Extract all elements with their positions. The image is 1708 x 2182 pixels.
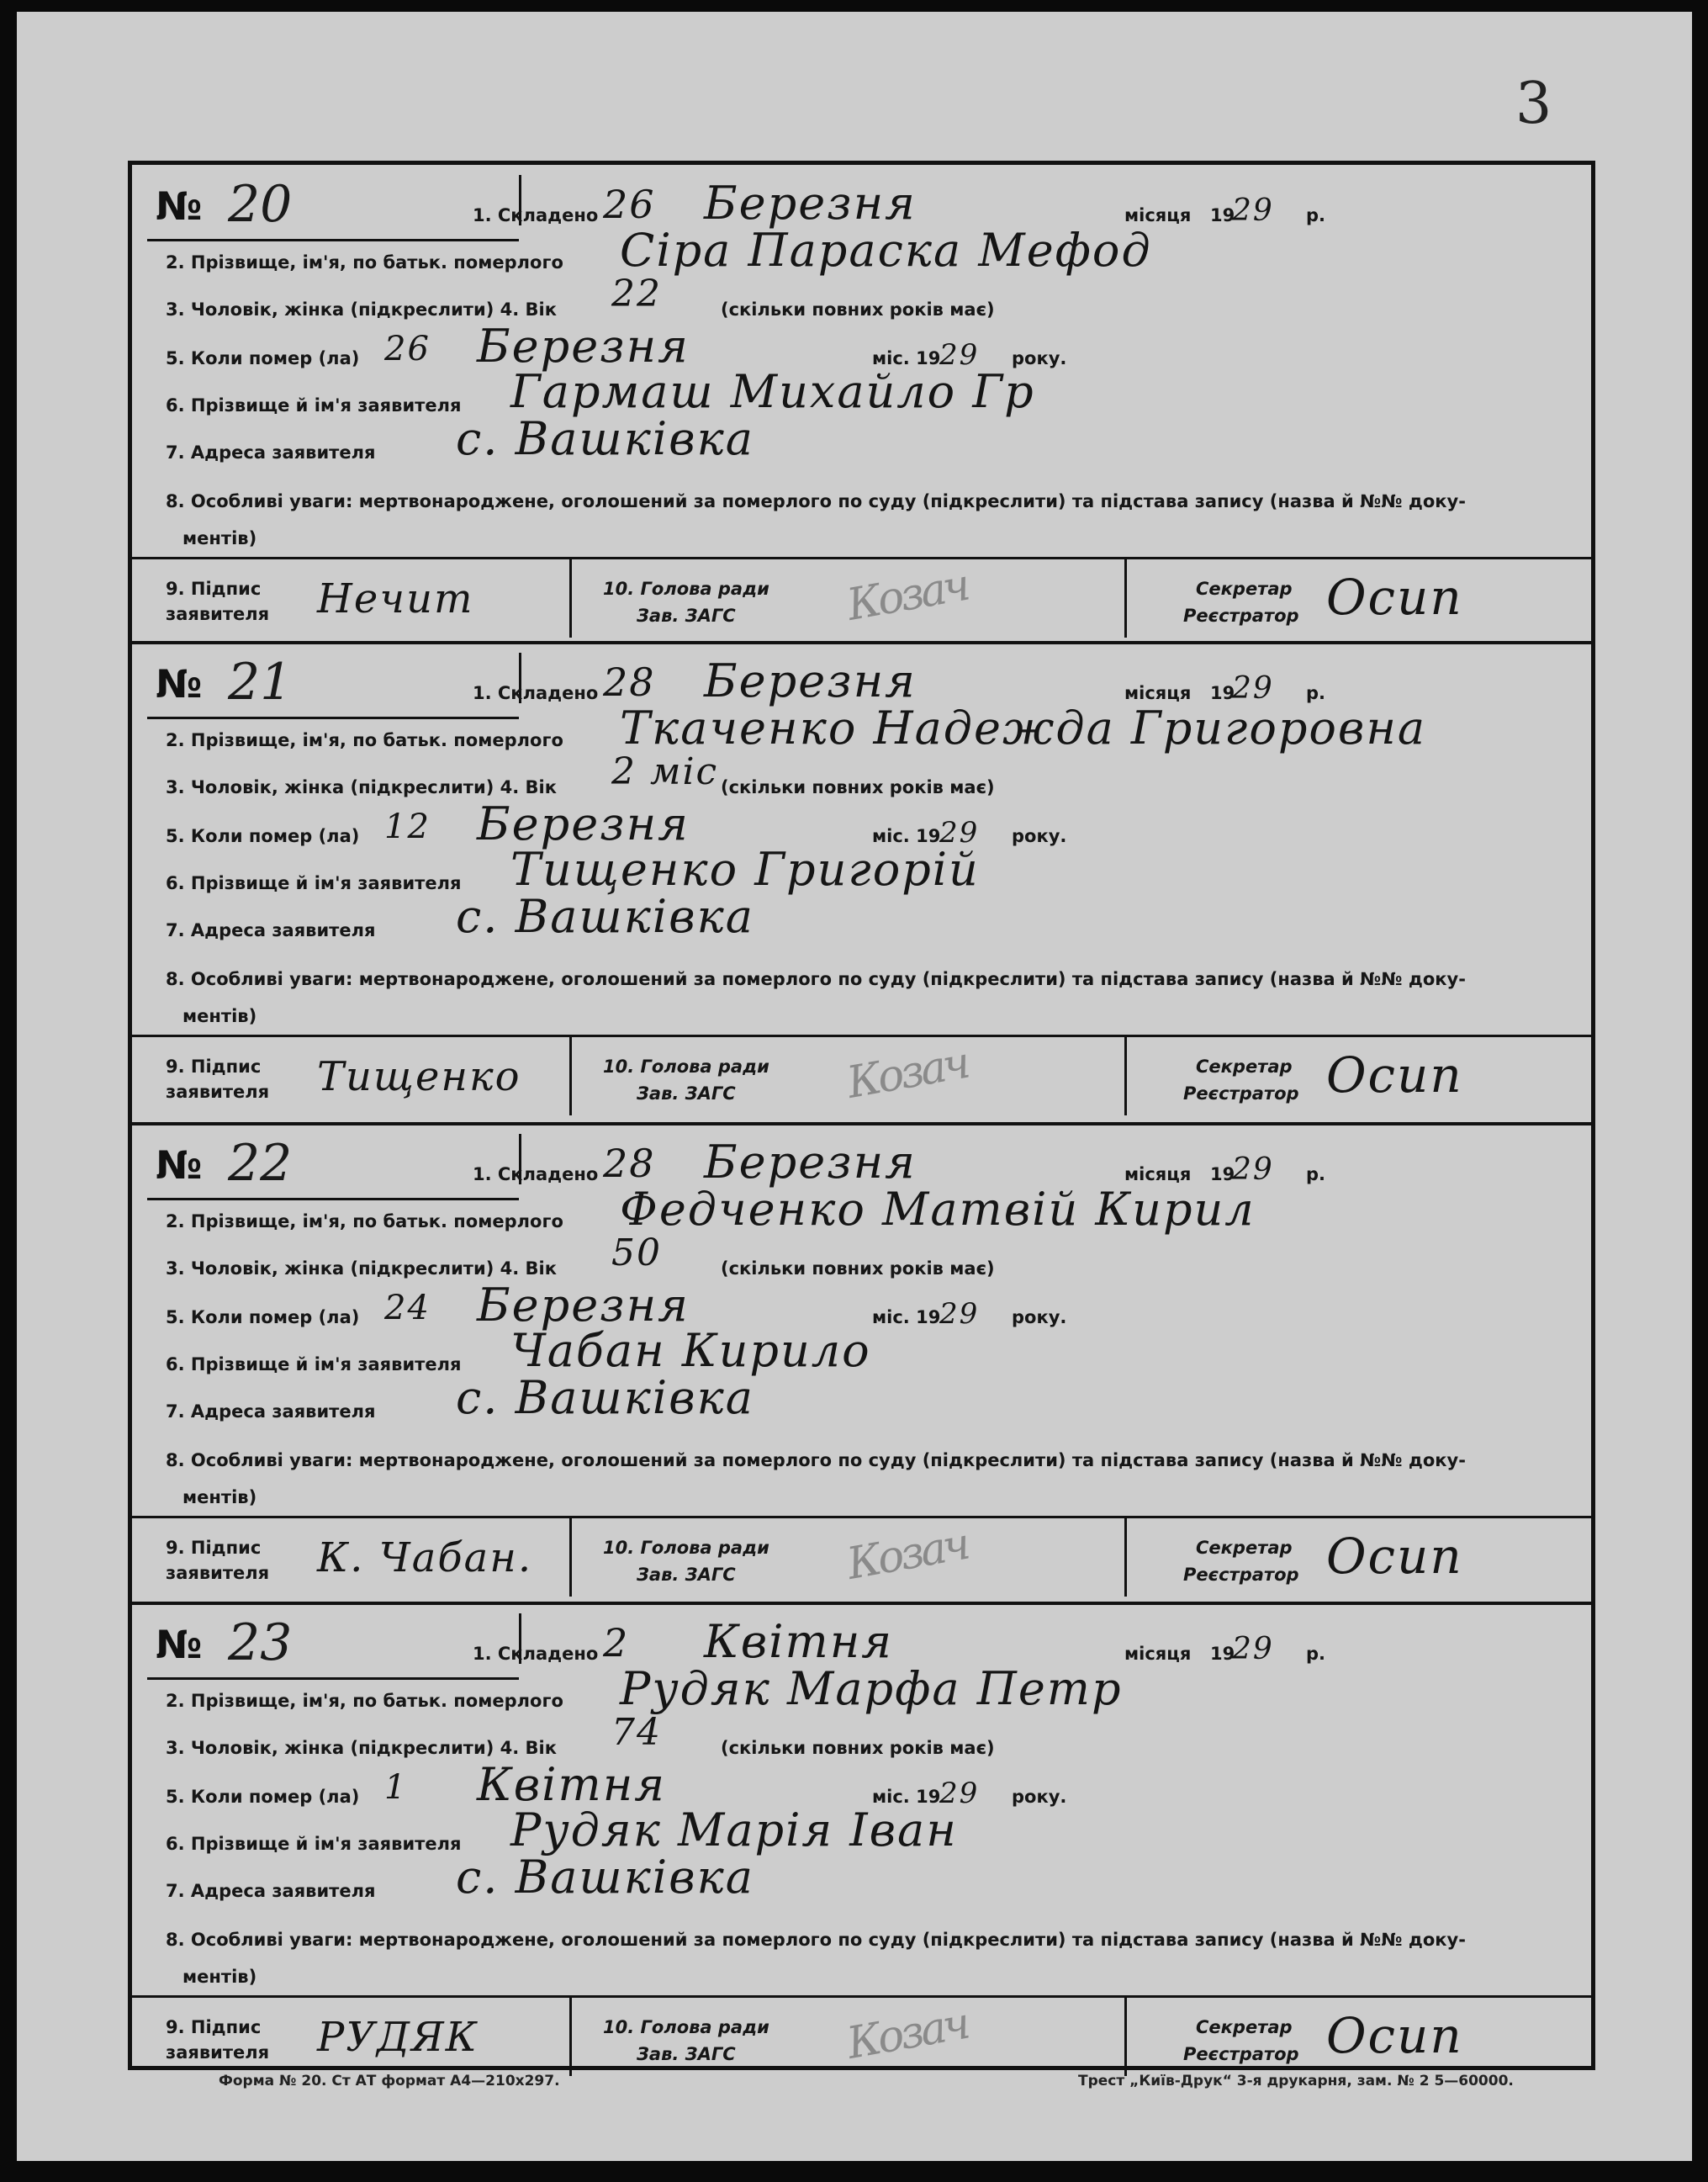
applicant-address: с. Вашківка xyxy=(456,890,754,943)
record-number-box xyxy=(147,1613,526,1676)
applicant-signature-label: 9. Підпис xyxy=(166,1538,262,1558)
year-prefix: 19 xyxy=(1210,683,1235,703)
compiled-label: 1. Складено xyxy=(473,205,599,225)
year-suffix: р. xyxy=(1306,1164,1326,1184)
applicant-name-label: 6. Прізвище й ім'я заявителя xyxy=(166,395,462,416)
year-suffix: р. xyxy=(1306,205,1326,225)
record-number-sign: № xyxy=(156,1622,203,1667)
age-note: (скільки повних років має) xyxy=(721,1258,995,1279)
registrar-signature: Осип xyxy=(1326,2007,1463,2064)
special-notes-label: 8. Особливі уваги: мертвонароджене, оголошений за померлого по суду (підкреслити) та підстава запису (назва й №№ доку- xyxy=(166,969,1466,989)
signature-divider-1 xyxy=(569,1516,572,1597)
death-year: 29 xyxy=(939,338,980,372)
signature-divider-1 xyxy=(569,1995,572,2076)
age-note: (скільки повних років має) xyxy=(721,777,995,797)
applicant-name-label: 6. Прізвище й ім'я заявителя xyxy=(166,1354,462,1374)
compiled-month: Квітня xyxy=(704,1615,894,1668)
applicant-signature-label-2: заявителя xyxy=(166,2042,270,2063)
applicant-signature-label: 9. Підпис xyxy=(166,2017,262,2037)
council-head-label: 10. Голова ради xyxy=(603,2017,769,2037)
registrar-signature: Осип xyxy=(1326,1528,1463,1585)
record-number-box xyxy=(147,175,526,237)
deceased-age: 74 xyxy=(611,1711,662,1754)
death-month-year-label: міс. 19 xyxy=(872,348,941,368)
registrar-label: Реєстратор xyxy=(1183,1083,1299,1104)
applicant-address-label: 7. Адреса заявителя xyxy=(166,442,376,463)
applicant-signature-label-2: заявителя xyxy=(166,604,270,624)
zags-head-label: Зав. ЗАГС xyxy=(637,1083,736,1104)
record-number-box xyxy=(147,653,526,715)
death-day: 12 xyxy=(384,808,431,846)
year-prefix: 19 xyxy=(1210,1164,1235,1184)
applicant-signature: Тищенко xyxy=(317,1053,521,1100)
death-date-label: 5. Коли помер (ла) xyxy=(166,826,360,846)
record-number: 23 xyxy=(228,1613,293,1672)
signature-divider-1 xyxy=(569,1035,572,1115)
applicant-address: с. Вашківка xyxy=(456,1851,754,1904)
compiled-year: 29 xyxy=(1232,671,1274,706)
deceased-name-label: 2. Прізвище, ім'я, по батьк. померлого xyxy=(166,730,563,750)
death-year: 29 xyxy=(939,1297,980,1331)
death-date-label: 5. Коли помер (ла) xyxy=(166,1307,360,1327)
applicant-signature-label-2: заявителя xyxy=(166,1563,270,1583)
death-month: Березня xyxy=(477,320,690,373)
applicant-name-label: 6. Прізвище й ім'я заявителя xyxy=(166,873,462,893)
month-label: місяця xyxy=(1124,205,1192,225)
number-box-underline xyxy=(147,239,519,241)
sex-age-label: 3. Чоловік, жінка (підкреслити) 4. Вік xyxy=(166,1258,557,1279)
head-signature-stamp: Козач xyxy=(843,1999,971,2069)
applicant-signature: Нечит xyxy=(317,575,474,622)
registrar-signature: Осип xyxy=(1326,1046,1463,1104)
record-number-box xyxy=(147,1134,526,1196)
record-separator xyxy=(132,1602,1591,1605)
applicant-address: с. Вашківка xyxy=(456,1371,754,1424)
compiled-month: Березня xyxy=(704,1136,917,1189)
compiled-year: 29 xyxy=(1232,1632,1274,1666)
year-prefix: 19 xyxy=(1210,205,1235,225)
special-notes-label: 8. Особливі уваги: мертвонароджене, оголошений за померлого по суду (підкреслити) та підстава запису (назва й №№ доку- xyxy=(166,491,1466,511)
record-number-sign: № xyxy=(156,1142,203,1188)
signature-divider-2 xyxy=(1124,1516,1127,1597)
deceased-name: Сіра Параска Мефод xyxy=(620,224,1152,277)
secretary-label: Секретар xyxy=(1196,2017,1293,2037)
registrar-label: Реєстратор xyxy=(1183,2044,1299,2064)
registrar-label: Реєстратор xyxy=(1183,606,1299,626)
applicant-signature-label: 9. Підпис xyxy=(166,579,262,599)
special-notes-label-cont: ментів) xyxy=(182,1967,257,1987)
death-month-year-label: міс. 19 xyxy=(872,1787,941,1807)
deceased-age: 50 xyxy=(611,1231,662,1274)
compiled-year: 29 xyxy=(1232,1152,1274,1187)
death-year: 29 xyxy=(939,816,980,850)
death-year-suffix: року. xyxy=(1012,1787,1067,1807)
record-number-sign: № xyxy=(156,661,203,707)
applicant-signature: РУДЯК xyxy=(317,2014,479,2061)
compiled-day: 2 xyxy=(603,1620,630,1666)
applicant-signature-label: 9. Підпис xyxy=(166,1057,262,1077)
head-signature-stamp: Козач xyxy=(843,560,971,631)
sex-age-label: 3. Чоловік, жінка (підкреслити) 4. Вік xyxy=(166,299,557,320)
special-notes-label-cont: ментів) xyxy=(182,1006,257,1026)
applicant-signature-label-2: заявителя xyxy=(166,1082,270,1102)
death-day: 24 xyxy=(384,1289,431,1327)
applicant-name: Чабан Кирило xyxy=(510,1324,871,1377)
zags-head-label: Зав. ЗАГС xyxy=(637,2044,736,2064)
signature-section-top xyxy=(132,1995,1591,1998)
number-box-underline xyxy=(147,1677,519,1680)
death-year-suffix: року. xyxy=(1012,348,1067,368)
special-notes-label-cont: ментів) xyxy=(182,528,257,548)
zags-head-label: Зав. ЗАГС xyxy=(637,1565,736,1585)
page-number: 3 xyxy=(1515,71,1552,137)
month-label: місяця xyxy=(1124,1644,1192,1664)
compiled-label: 1. Складено xyxy=(473,1164,599,1184)
deceased-name-label: 2. Прізвище, ім'я, по батьк. померлого xyxy=(166,1691,563,1711)
applicant-name: Гармаш Михайло Гр xyxy=(510,365,1035,418)
death-month: Березня xyxy=(477,1279,690,1332)
secretary-label: Секретар xyxy=(1196,1538,1293,1558)
signature-section-top xyxy=(132,557,1591,559)
year-suffix: р. xyxy=(1306,683,1326,703)
year-prefix: 19 xyxy=(1210,1644,1235,1664)
zags-head-label: Зав. ЗАГС xyxy=(637,606,736,626)
applicant-address-label: 7. Адреса заявителя xyxy=(166,1881,376,1901)
record-number-sign: № xyxy=(156,183,203,229)
deceased-age: 22 xyxy=(611,273,662,315)
death-day: 26 xyxy=(384,330,431,368)
special-notes-label: 8. Особливі уваги: мертвонароджене, оголошений за померлого по суду (підкреслити) та підстава запису (назва й №№ доку- xyxy=(166,1930,1466,1950)
applicant-signature: К. Чабан. xyxy=(317,1534,533,1581)
form-footer-left: Форма № 20. Ст АТ формат А4—210х297. xyxy=(219,2073,560,2089)
secretary-label: Секретар xyxy=(1196,1057,1293,1077)
compiled-year: 29 xyxy=(1232,193,1274,228)
compiled-month: Березня xyxy=(704,654,917,707)
applicant-name: Тищенко Григорій xyxy=(510,843,980,896)
registrar-label: Реєстратор xyxy=(1183,1565,1299,1585)
death-month-year-label: міс. 19 xyxy=(872,1307,941,1327)
document-page xyxy=(17,12,1692,2161)
deceased-name: Рудяк Марфа Петр xyxy=(620,1662,1123,1715)
age-note: (скільки повних років має) xyxy=(721,299,995,320)
age-note: (скільки повних років має) xyxy=(721,1738,995,1758)
death-record xyxy=(132,165,1591,643)
form-footer-right: Трест „Київ-Друк“ 3-я друкарня, зам. № 2 5—60000. xyxy=(1078,2073,1514,2089)
council-head-label: 10. Голова ради xyxy=(603,579,769,599)
death-year: 29 xyxy=(939,1777,980,1810)
death-month: Березня xyxy=(477,797,690,850)
record-number: 22 xyxy=(228,1134,293,1193)
number-box-underline xyxy=(147,717,519,719)
death-record xyxy=(132,1124,1591,1602)
council-head-label: 10. Голова ради xyxy=(603,1057,769,1077)
compiled-day: 26 xyxy=(603,182,656,227)
head-signature-stamp: Козач xyxy=(843,1519,971,1590)
signature-section-top xyxy=(132,1516,1591,1518)
deceased-name-label: 2. Прізвище, ім'я, по батьк. померлого xyxy=(166,252,563,273)
compiled-day: 28 xyxy=(603,1141,656,1186)
registrar-signature: Осип xyxy=(1326,569,1463,626)
death-year-suffix: року. xyxy=(1012,1307,1067,1327)
applicant-address-label: 7. Адреса заявителя xyxy=(166,1401,376,1422)
record-separator xyxy=(132,1122,1591,1125)
signature-section-top xyxy=(132,1035,1591,1037)
signature-divider-2 xyxy=(1124,1035,1127,1115)
compiled-day: 28 xyxy=(603,659,656,705)
record-number: 20 xyxy=(228,175,293,234)
applicant-address-label: 7. Адреса заявителя xyxy=(166,920,376,940)
death-year-suffix: року. xyxy=(1012,826,1067,846)
death-month: Квітня xyxy=(477,1758,667,1811)
death-record xyxy=(132,643,1591,1120)
month-label: місяця xyxy=(1124,1164,1192,1184)
head-signature-stamp: Козач xyxy=(843,1038,971,1109)
month-label: місяця xyxy=(1124,683,1192,703)
deceased-name: Федченко Матвій Кирил xyxy=(620,1183,1256,1236)
death-register-form xyxy=(128,161,1595,2070)
sex-age-label: 3. Чоловік, жінка (підкреслити) 4. Вік xyxy=(166,1738,557,1758)
applicant-name: Рудяк Марія Іван xyxy=(510,1803,958,1856)
compiled-month: Березня xyxy=(704,177,917,230)
deceased-name-label: 2. Прізвище, ім'я, по батьк. померлого xyxy=(166,1211,563,1231)
death-month-year-label: міс. 19 xyxy=(872,826,941,846)
signature-divider-2 xyxy=(1124,557,1127,638)
record-separator xyxy=(132,641,1591,644)
compiled-label: 1. Складено xyxy=(473,1644,599,1664)
death-date-label: 5. Коли помер (ла) xyxy=(166,1787,360,1807)
signature-divider-1 xyxy=(569,557,572,638)
applicant-name-label: 6. Прізвище й ім'я заявителя xyxy=(166,1834,462,1854)
death-record xyxy=(132,1603,1591,2081)
special-notes-label-cont: ментів) xyxy=(182,1487,257,1507)
record-number: 21 xyxy=(228,653,293,712)
death-day: 1 xyxy=(384,1768,408,1807)
special-notes-label: 8. Особливі уваги: мертвонароджене, оголошений за померлого по суду (підкреслити) та підстава запису (назва й №№ доку- xyxy=(166,1450,1466,1470)
secretary-label: Секретар xyxy=(1196,579,1293,599)
deceased-name: Ткаченко Надежда Григоровна xyxy=(620,702,1427,755)
compiled-label: 1. Складено xyxy=(473,683,599,703)
council-head-label: 10. Голова ради xyxy=(603,1538,769,1558)
signature-divider-2 xyxy=(1124,1995,1127,2076)
applicant-address: с. Вашківка xyxy=(456,412,754,465)
death-date-label: 5. Коли помер (ла) xyxy=(166,348,360,368)
number-box-underline xyxy=(147,1198,519,1200)
sex-age-label: 3. Чоловік, жінка (підкреслити) 4. Вік xyxy=(166,777,557,797)
deceased-age: 2 міс xyxy=(611,750,719,793)
year-suffix: р. xyxy=(1306,1644,1326,1664)
